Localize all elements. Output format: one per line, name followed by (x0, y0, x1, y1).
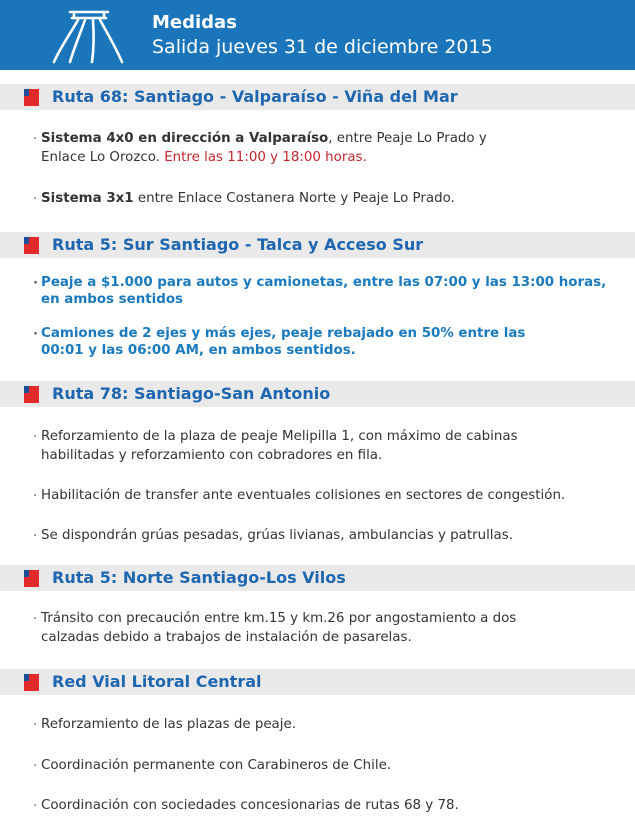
header-banner (0, 0, 635, 70)
list-item (33, 796, 623, 815)
item-text: entre Enlace Costanera Norte y Peaje Lo Prado. (133, 191, 455, 206)
item-text: calzadas debido a trabajos de instalación de pasarelas. (41, 630, 412, 645)
list-item (33, 189, 623, 208)
list-item (33, 756, 623, 775)
list-item (33, 325, 623, 359)
section-header-ruta-78 (0, 381, 635, 407)
item-text: Reforzamiento de las plazas de peaje. (41, 717, 296, 732)
section-title: Red Vial Litoral Central (52, 672, 262, 691)
bullet-icon: · (33, 276, 39, 291)
item-bold-text: Sistema 3x1 (41, 191, 134, 206)
section-title: Ruta 5: Sur Santiago - Talca y Acceso Sur (52, 235, 424, 254)
item-text: Habilitación de transfer ante eventuales colisiones en sectores de congestión. (41, 488, 566, 503)
chile-flag-icon (24, 674, 39, 691)
item-text: Camiones de 2 ejes y más ejes, peaje rebajado en 50% entre las (41, 326, 526, 341)
chile-flag-icon (24, 237, 39, 254)
list-item (33, 486, 623, 505)
bullet-icon: · (33, 759, 38, 774)
page-title: Medidas (152, 12, 237, 33)
item-text: 00:01 y las 06:00 AM, en ambos sentidos. (41, 343, 356, 358)
bullet-icon: · (33, 192, 38, 207)
item-text: Coordinación permanente con Carabineros de Chile. (41, 758, 392, 773)
page-subtitle: Salida jueves 31 de diciembre 2015 (152, 36, 493, 58)
chile-flag-icon (24, 89, 39, 106)
item-text: habilitadas y reforzamiento con cobradores en fila. (41, 448, 383, 463)
bullet-icon: · (33, 430, 38, 445)
item-text: Coordinación con sociedades concesionarias de rutas 68 y 78. (41, 798, 459, 813)
list-item (33, 526, 623, 545)
item-text: Peaje a $1.000 para autos y camionetas, entre las 07:00 y las 13:00 horas, (41, 275, 607, 290)
section-header-litoral-central (0, 669, 635, 695)
list-item (33, 274, 623, 308)
bullet-icon: · (33, 327, 39, 342)
list-item (33, 427, 623, 465)
item-bold-text: Sistema 4x0 en dirección a Valparaíso (41, 131, 329, 146)
bullet-icon: · (33, 612, 38, 627)
list-item (33, 609, 623, 647)
section-title: Ruta 5: Norte Santiago-Los Vilos (52, 568, 346, 587)
highway-road-icon (48, 4, 130, 66)
section-title: Ruta 78: Santiago-San Antonio (52, 384, 331, 403)
item-text: Enlace Lo Orozco. (41, 150, 165, 165)
bullet-icon: · (33, 489, 38, 504)
item-text: , entre Peaje Lo Prado y (328, 131, 487, 146)
list-item (33, 715, 623, 734)
item-text: Se dispondrán grúas pesadas, grúas livianas, ambulancias y patrullas. (41, 528, 513, 543)
bullet-icon: · (33, 799, 38, 814)
item-text: Tránsito con precaución entre km.15 y km.26 por angostamiento a dos (41, 611, 517, 626)
bullet-icon: · (33, 718, 38, 733)
item-text: Reforzamiento de la plaza de peaje Melipilla 1, con máximo de cabinas (41, 429, 518, 444)
chile-flag-icon (24, 386, 39, 403)
section-title: Ruta 68: Santiago - Valparaíso - Viña del Mar (52, 87, 458, 106)
bullet-icon: · (33, 529, 38, 544)
section-header-ruta-5-norte (0, 565, 635, 591)
section-header-ruta-68 (0, 84, 635, 110)
section-header-ruta-5-sur (0, 232, 635, 258)
item-text: en ambos sentidos (41, 292, 184, 307)
chile-flag-icon (24, 570, 39, 587)
bullet-icon: · (33, 132, 38, 147)
item-highlight: Entre las 11:00 y 18:00 horas. (164, 150, 367, 165)
list-item (33, 129, 623, 167)
